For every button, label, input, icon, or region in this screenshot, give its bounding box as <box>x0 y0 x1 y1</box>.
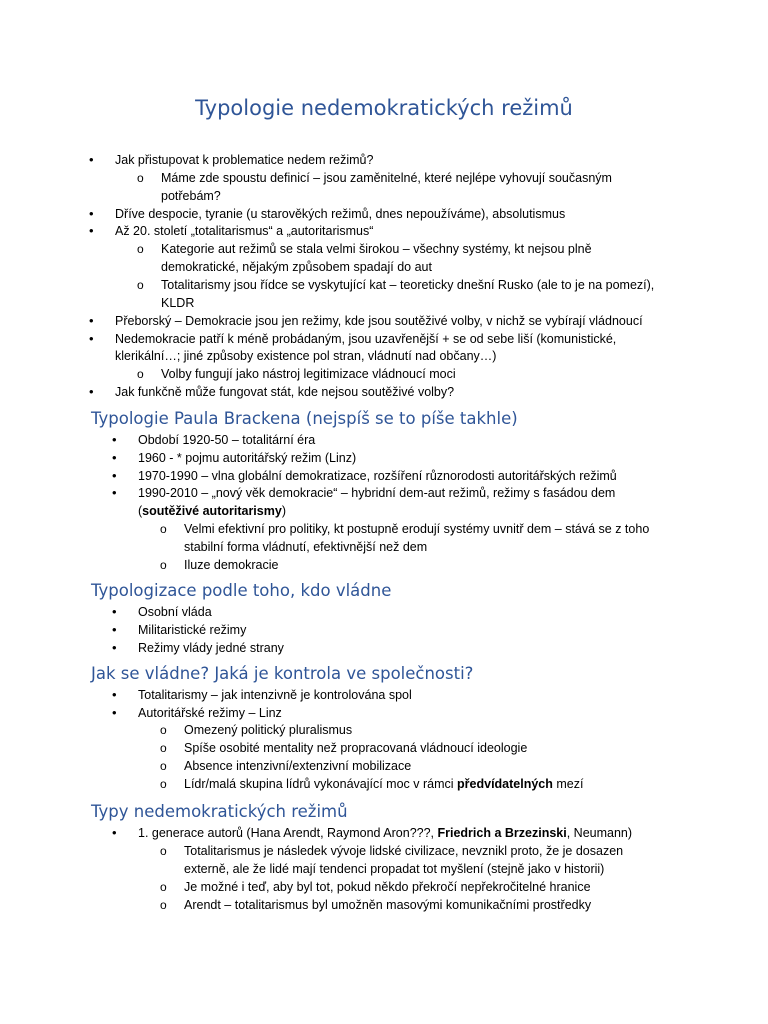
list-item-continuation: stabilní forma vládnutí, efektivnější než dem <box>184 540 428 554</box>
list-item-continuation: demokratické, nějakým způsobem spadají do aut <box>161 260 432 274</box>
list-item: • Režimy vlády jedné strany <box>112 640 284 655</box>
section-heading: Typy nedemokratických režimů <box>91 802 348 821</box>
list-item: o Máme zde spoustu definicí – jsou zaměnitelné, které nejlépe vyhovují současným <box>137 171 612 185</box>
list-item: o Totalitarismy jsou řídce se vyskytující kat – teoreticky dnešní Rusko (ale to je na pomezí), <box>137 278 655 292</box>
bullet-marker: • <box>112 485 117 500</box>
bullet-marker: • <box>112 705 117 720</box>
list-item: • 1970-1990 – vlna globální demokratizace, rozšíření různorodosti autoritářských režimů <box>112 468 617 483</box>
list-item: o Spíše osobité mentality než propracovaná vládnoucí ideologie <box>160 741 528 755</box>
bullet-marker: • <box>112 825 117 840</box>
circle-marker: o <box>160 898 167 912</box>
list-item: • Až 20. století „totalitarismus“ a „autoritarismus“ <box>89 223 374 238</box>
bullet-marker: • <box>89 152 94 167</box>
list-item-continuation: KLDR <box>161 296 195 310</box>
circle-marker: o <box>160 522 167 536</box>
list-item: • Jak přistupovat k problematice nedem režimů? <box>89 152 374 167</box>
bullet-marker: • <box>89 331 94 346</box>
list-item: o Volby fungují jako nástroj legitimizace vládnoucí moci <box>137 367 456 381</box>
section-heading: Typologie Paula Brackena (nejspíš se to píše takhle) <box>91 409 518 428</box>
circle-marker: o <box>137 367 144 381</box>
list-item: • 1. generace autorů (Hana Arendt, Raymond Aron???, Friedrich a Brzezinski, Neumann) <box>112 825 633 840</box>
list-item: • Období 1920-50 – totalitární éra <box>112 432 316 447</box>
list-item: o Omezený politický pluralismus <box>160 723 353 737</box>
circle-marker: o <box>160 759 167 773</box>
bullet-marker: • <box>112 450 117 465</box>
list-item: • Totalitarismy – jak intenzivně je kontrolována spol <box>112 687 412 702</box>
list-item-continuation: potřebám? <box>161 189 221 203</box>
bold-term: soutěživé autoritarismy <box>142 504 282 518</box>
circle-marker: o <box>137 171 144 185</box>
list-item: • Přeborský – Demokracie jsou jen režimy, kde jsou soutěživé volby, v nichž se vybírají vládnoucí <box>89 313 643 328</box>
bullet-marker: • <box>112 687 117 702</box>
page-title: Typologie nedemokratických režimů <box>195 96 573 120</box>
list-item: o Je možné i teď, aby byl tot, pokud někdo překročí nepřekročitelné hranice <box>160 880 591 894</box>
section-heading: Jak se vládne? Jaká je kontrola ve společnosti? <box>91 664 474 683</box>
list-item: • Nedemokracie patří k méně probádaným, jsou uzavřenější + se od sebe liší (komunistické, <box>89 331 617 346</box>
list-item: • 1990-2010 – „nový věk demokracie“ – hybridní dem-aut režimů, režimy s fasádou dem <box>112 485 616 500</box>
section-heading: Typologizace podle toho, kdo vládne <box>91 581 392 600</box>
list-item: o Absence intenzivní/extenzivní mobilizace <box>160 759 412 773</box>
list-item: o Totalitarismus je následek vývoje lidské civilizace, nevznikl proto, že je dosazen <box>160 844 624 858</box>
bullet-marker: • <box>112 604 117 619</box>
list-item: • Militaristické režimy <box>112 622 247 637</box>
list-item: o Velmi efektivní pro politiky, kt postupně erodují systémy uvnitř dem – stává se z toho <box>160 522 650 536</box>
bullet-marker: • <box>89 206 94 221</box>
circle-marker: o <box>137 278 144 292</box>
list-item: • Osobní vláda <box>112 604 212 619</box>
bold-term: předvídatelných <box>457 777 553 791</box>
list-item-continuation: klerikální…; jiné způsoby existence pol stran, vládnutí nad občany…) <box>115 349 497 363</box>
list-item-continuation: externě, ale že lidé mají tendenci propadat tot myšlení (stejně jako v historii) <box>184 862 605 876</box>
list-item: o Lídr/malá skupina lídrů vykonávající moc v rámci předvídatelných mezí <box>160 777 584 791</box>
list-item-continuation: (soutěživé autoritarismy) <box>138 504 286 518</box>
bullet-marker: • <box>112 468 117 483</box>
list-item: • Autoritářské režimy – Linz <box>112 705 282 720</box>
bullet-marker: • <box>112 622 117 637</box>
circle-marker: o <box>160 777 167 791</box>
circle-marker: o <box>160 558 167 572</box>
bold-term: Friedrich a Brzezinski <box>437 826 567 840</box>
list-item: • Jak funkčně může fungovat stát, kde nejsou soutěživé volby? <box>89 384 455 399</box>
list-item: • Dříve despocie, tyranie (u starověkých režimů, dnes nepoužíváme), absolutismus <box>89 206 566 221</box>
circle-marker: o <box>160 723 167 737</box>
bullet-marker: • <box>89 313 94 328</box>
circle-marker: o <box>137 242 144 256</box>
circle-marker: o <box>160 741 167 755</box>
circle-marker: o <box>160 844 167 858</box>
list-item: o Iluze demokracie <box>160 558 279 572</box>
circle-marker: o <box>160 880 167 894</box>
bullet-marker: • <box>112 432 117 447</box>
list-item: o Kategorie aut režimů se stala velmi širokou – všechny systémy, kt nejsou plně <box>137 242 592 256</box>
bullet-marker: • <box>89 384 94 399</box>
list-item: o Arendt – totalitarismus byl umožněn masovými komunikačními prostředky <box>160 898 592 912</box>
bullet-marker: • <box>89 223 94 238</box>
list-item: • 1960 - * pojmu autoritářský režim (Linz) <box>112 450 357 465</box>
bullet-marker: • <box>112 640 117 655</box>
